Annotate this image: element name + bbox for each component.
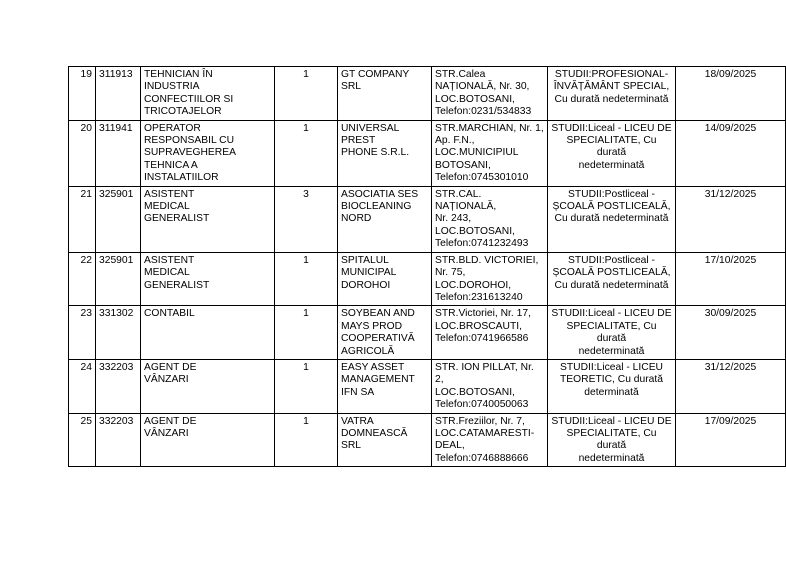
posts-count-cell: 1 (275, 252, 338, 306)
occupation-line: INDUSTRIA (144, 81, 200, 93)
employer-cell (338, 120, 432, 186)
occupation-code-cell: 311941 (96, 120, 141, 186)
employer-line: MAYS PROD (341, 320, 403, 332)
employer-line: UNIVERSAL PREST (341, 122, 399, 147)
table-row (69, 413, 786, 467)
table-row (69, 67, 786, 121)
employer-cell (338, 252, 432, 306)
occupation-cell (141, 252, 275, 306)
requirements-line: STUDII:Liceal - LICEU DE (551, 122, 672, 134)
employer-line: DOROHOI (341, 279, 391, 291)
posts-count-cell: 1 (275, 67, 338, 121)
address-cell (432, 120, 548, 186)
occupation-line: OPERATOR (144, 122, 201, 134)
address-cell (432, 186, 548, 252)
address-cell (432, 413, 548, 467)
employer-line: ASOCIATIA SES (341, 188, 419, 200)
address-line: Telefon:0740050063 (435, 399, 529, 411)
employer-line: EASY ASSET (341, 361, 405, 373)
address-line: Telefon:0741232493 (435, 238, 529, 250)
occupation-cell (141, 120, 275, 186)
occupation-line: SUPRAVEGHEREA (144, 147, 236, 159)
address-line: LOC.MUNICIPIUL (435, 147, 519, 159)
occupation-line: RESPONSABIL CU (144, 135, 235, 147)
row-number-cell: 20 (69, 120, 96, 186)
vacancies-table (68, 66, 786, 467)
address-line: LOC.BOTOSANI, (435, 386, 515, 398)
occupation-code-cell: 332203 (96, 413, 141, 467)
address-line: DEAL, (435, 440, 465, 452)
address-cell (432, 67, 548, 121)
row-number-cell: 25 (69, 413, 96, 467)
address-line: Ap. F.N., (435, 135, 475, 147)
row-number-cell: 23 (69, 306, 96, 360)
table-row (69, 186, 786, 252)
address-line: Telefon:231613240 (435, 291, 523, 303)
employer-cell (338, 186, 432, 252)
employer-line: MANAGEMENT (341, 374, 415, 386)
posts-count-cell: 1 (275, 359, 338, 413)
address-line: STR.Freziilor, Nr. 7, (435, 415, 525, 427)
employer-cell (338, 413, 432, 467)
expiry-date-cell: 31/12/2025 (676, 359, 786, 413)
requirements-line: STUDII:Postliceal - (568, 254, 655, 266)
expiry-date-cell: 31/12/2025 (676, 186, 786, 252)
address-line: STR.Victoriei, Nr. 17, (435, 308, 531, 320)
employer-line: MUNICIPAL (341, 267, 397, 279)
row-number-cell: 22 (69, 252, 96, 306)
address-line: Telefon:0741966586 (435, 333, 529, 345)
address-line: LOC.BOTOSANI, (435, 225, 515, 237)
occupation-line: TEHNICIAN ÎN (144, 69, 213, 80)
address-line: Telefon:0231/534833 (435, 106, 532, 118)
row-number-cell: 24 (69, 359, 96, 413)
occupation-line: GENERALIST (144, 213, 210, 225)
occupation-code-cell: 331302 (96, 306, 141, 360)
address-line: STR.CAL. NAȚIONALĂ, (435, 188, 497, 213)
occupation-code-cell: 311913 (96, 67, 141, 121)
requirements-line: TEORETIC, Cu durată (560, 374, 663, 386)
employer-line: SPITALUL (341, 254, 389, 266)
requirements-line: ÎNVĂȚĂMÂNT SPECIAL, (553, 81, 670, 93)
occupation-line: CONFECTIILOR SI (144, 93, 234, 105)
occupation-cell (141, 306, 275, 360)
requirements-cell (548, 306, 676, 360)
occupation-line: MEDICAL (144, 267, 190, 279)
expiry-date-cell: 14/09/2025 (676, 120, 786, 186)
row-number-cell: 19 (69, 67, 96, 121)
requirements-line: SPECIALITATE, Cu durată (566, 427, 657, 452)
requirements-line: Cu durată nedeterminată (554, 213, 669, 225)
expiry-date-cell: 18/09/2025 (676, 67, 786, 121)
requirements-line: STUDII:Liceal - LICEU DE (551, 415, 672, 427)
occupation-code-cell: 325901 (96, 252, 141, 306)
employer-line: GT COMPANY SRL (341, 69, 410, 93)
requirements-cell (548, 120, 676, 186)
address-line: Nr. 75, LOC.DOROHOI, (435, 267, 512, 291)
requirements-line: Cu durată nedeterminată (554, 279, 669, 291)
address-line: LOC.CATAMARESTI- (435, 427, 535, 439)
occupation-line: VÂNZARI (144, 427, 189, 439)
employer-line: IFN SA (341, 386, 375, 398)
occupation-cell (141, 186, 275, 252)
employer-line: NORD (341, 213, 372, 225)
occupation-code-cell: 332203 (96, 359, 141, 413)
table-row (69, 120, 786, 186)
address-cell (432, 359, 548, 413)
requirements-line: determinată (584, 386, 639, 398)
occupation-cell (141, 359, 275, 413)
requirements-cell (548, 186, 676, 252)
table-body (69, 67, 786, 467)
expiry-date-cell: 17/09/2025 (676, 413, 786, 467)
requirements-line: ȘCOALĂ POSTLICEALĂ, (552, 201, 671, 213)
occupation-line: ASISTENT (144, 254, 195, 266)
occupation-line: AGENT DE (144, 415, 197, 427)
address-cell (432, 252, 548, 306)
occupation-cell (141, 413, 275, 467)
address-line: STR. ION PILLAT, Nr. 2, (435, 361, 534, 386)
table-row (69, 359, 786, 413)
occupation-line: CONTABIL (144, 308, 195, 320)
employer-cell (338, 67, 432, 121)
address-line: STR.Calea (435, 69, 486, 80)
requirements-line: STUDII:PROFESIONAL- (554, 69, 669, 80)
occupation-cell (141, 67, 275, 121)
occupation-line: VÂNZARI (144, 374, 189, 386)
occupation-line: INSTALATIILOR (144, 172, 219, 184)
requirements-cell (548, 359, 676, 413)
occupation-line: MEDICAL (144, 201, 190, 213)
address-line: STR.MARCHIAN, Nr. 1, (435, 122, 544, 134)
employer-line: SOYBEAN AND (341, 308, 415, 320)
employer-line: DOMNEASCĂ SRL (341, 427, 408, 452)
requirements-line: nedeterminată (578, 452, 645, 464)
address-line: LOC.BROSCAUTI, (435, 320, 522, 332)
employer-cell (338, 359, 432, 413)
posts-count-cell: 3 (275, 186, 338, 252)
requirements-line: ȘCOALĂ POSTLICEALĂ, (552, 267, 671, 279)
posts-count-cell: 1 (275, 120, 338, 186)
posts-count-cell: 1 (275, 306, 338, 360)
requirements-cell (548, 67, 676, 121)
row-number-cell: 21 (69, 186, 96, 252)
requirements-line: STUDII:Liceal - LICEU (560, 361, 663, 373)
employer-cell (338, 306, 432, 360)
occupation-line: AGENT DE (144, 361, 197, 373)
address-line: STR.BLD. VICTORIEI, (435, 254, 539, 266)
employer-line: COOPERATIVĂ (341, 333, 415, 345)
address-line: Telefon:0745301010 (435, 172, 529, 184)
occupation-line: GENERALIST (144, 279, 210, 291)
employer-line: AGRICOLĂ (341, 345, 395, 357)
occupation-line: TEHNICA A (144, 159, 198, 171)
occupation-line: TRICOTAJELOR (144, 106, 222, 118)
address-cell (432, 306, 548, 360)
address-line: NAȚIONALĂ, Nr. 30, (435, 81, 530, 93)
requirements-line: SPECIALITATE, Cu durată (566, 135, 657, 159)
requirements-line: nedeterminată (578, 159, 645, 171)
occupation-code-cell: 325901 (96, 186, 141, 252)
requirements-line: STUDII:Postliceal - (568, 188, 655, 200)
posts-count-cell: 1 (275, 413, 338, 467)
expiry-date-cell: 17/10/2025 (676, 252, 786, 306)
address-line: BOTOSANI, (435, 159, 491, 171)
requirements-cell (548, 252, 676, 306)
requirements-line: Cu durată nedeterminată (554, 93, 669, 105)
requirements-line: SPECIALITATE, Cu durată (566, 320, 657, 345)
address-line: Telefon:0746888666 (435, 452, 529, 464)
table-row (69, 306, 786, 360)
address-line: LOC.BOTOSANI, (435, 93, 515, 105)
expiry-date-cell: 30/09/2025 (676, 306, 786, 360)
address-line: Nr. 243, (435, 213, 472, 225)
occupation-line: ASISTENT (144, 188, 195, 200)
requirements-line: STUDII:Liceal - LICEU DE (551, 308, 672, 320)
table-row (69, 252, 786, 306)
employer-line: PHONE S.R.L. (341, 147, 410, 159)
requirements-line: nedeterminată (578, 345, 645, 357)
employer-line: BIOCLEANING (341, 201, 412, 213)
employer-line: VATRA (341, 415, 374, 427)
requirements-cell (548, 413, 676, 467)
